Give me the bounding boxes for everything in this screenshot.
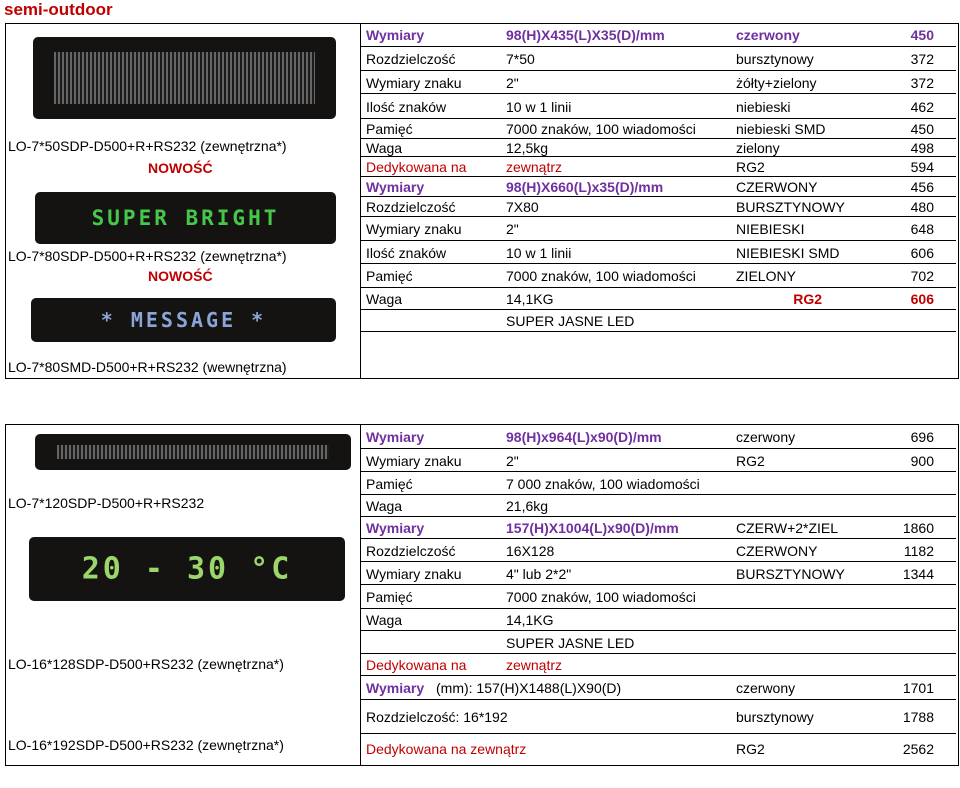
spec-value: 157(H)X1004(L)x90(D)/mm bbox=[506, 520, 679, 536]
spec-value: 16X128 bbox=[506, 542, 555, 559]
color-option: żółty+zielony bbox=[736, 74, 817, 91]
spec-value: 10 w 1 linii bbox=[506, 98, 572, 115]
table-row bbox=[360, 675, 956, 700]
color-option: NIEBIESKI SMD bbox=[736, 244, 840, 261]
spec-value: 12,5kg bbox=[506, 140, 549, 156]
table-row bbox=[360, 494, 956, 517]
spec-value: 10 w 1 linii bbox=[506, 244, 572, 261]
color-option: czerwony bbox=[736, 428, 796, 445]
price: 372 bbox=[910, 51, 934, 67]
table-row bbox=[360, 584, 956, 609]
spec-label: Wymiary bbox=[366, 520, 425, 536]
spec-label: Ilość znaków bbox=[366, 98, 447, 115]
spec-value: 7000 znaków, 100 wiadomości bbox=[506, 268, 696, 284]
spec-label: Waga bbox=[366, 291, 403, 307]
color-option: ZIELONY bbox=[736, 268, 796, 284]
spec-label: Wymiary znaku bbox=[366, 74, 462, 91]
color-option: czerwony bbox=[736, 680, 796, 696]
table-row bbox=[360, 118, 956, 139]
color-option: BURSZTYNOWY bbox=[736, 199, 845, 215]
spec-label: Rozdzielczość bbox=[366, 199, 456, 215]
spec-label: Waga bbox=[366, 498, 403, 514]
spec-value: 2" bbox=[506, 221, 519, 237]
price: 594 bbox=[910, 159, 934, 175]
spec-value: 7X80 bbox=[506, 199, 539, 215]
price: 2562 bbox=[902, 741, 934, 757]
color-option: CZERWONY bbox=[736, 179, 818, 195]
led-panel-image-2 bbox=[35, 192, 336, 244]
table-row bbox=[360, 176, 956, 197]
message-text: * MESSAGE * bbox=[100, 308, 267, 332]
product-label-2: LO-7*80SDP-D500+R+RS232 (zewnętrzna*) bbox=[8, 248, 287, 264]
led-panel-image-1 bbox=[33, 37, 336, 119]
price: 702 bbox=[910, 268, 934, 284]
spec-value: 7000 znaków, 100 wiadomości bbox=[506, 589, 696, 605]
spec-label: Pamięć bbox=[366, 268, 413, 284]
color-option: RG2 bbox=[736, 159, 765, 175]
table-row bbox=[360, 561, 956, 585]
product-label-1: LO-7*50SDP-D500+R+RS232 (zewnętrzna*) bbox=[8, 138, 287, 154]
table-row bbox=[360, 309, 956, 332]
spec-label: Wymiary znaku bbox=[366, 565, 462, 582]
spec-label: Rozdzielczość bbox=[366, 51, 456, 67]
price: 1344 bbox=[902, 565, 934, 582]
table-row bbox=[360, 196, 956, 217]
spec-value: zewnątrz bbox=[506, 159, 563, 175]
led-panel-image-5 bbox=[29, 537, 345, 601]
temperature-text: 20 - 30 °C bbox=[81, 551, 293, 587]
table-row bbox=[360, 240, 956, 264]
spec-label: Pamięć bbox=[366, 121, 413, 137]
spec-value: 98(H)x964(L)x90(D)/mm bbox=[506, 428, 662, 445]
color-option: bursztynowy bbox=[736, 51, 814, 67]
price: 450 bbox=[910, 121, 934, 137]
price: 648 bbox=[910, 221, 934, 237]
spec-label: Dedykowana na bbox=[366, 657, 467, 673]
spec-label: Wymiary bbox=[366, 179, 425, 195]
color-option: NIEBIESKI bbox=[736, 221, 805, 237]
spec-label: Ilość znaków bbox=[366, 244, 447, 261]
price: 1788 bbox=[902, 709, 934, 725]
table-row bbox=[360, 46, 956, 71]
product-label-3: LO-7*80SMD-D500+R+RS232 (wewnętrzna) bbox=[8, 359, 287, 375]
table-row bbox=[360, 93, 956, 119]
spec-label: Rozdzielczość bbox=[366, 542, 456, 559]
price: 1860 bbox=[902, 520, 934, 536]
spec-value: 2" bbox=[506, 74, 519, 91]
color-option: czerwony bbox=[736, 27, 800, 43]
spec-label: Wymiary bbox=[366, 27, 425, 43]
spec-value: 98(H)X660(L)x35(D)/mm bbox=[506, 179, 664, 195]
spec-value: 98(H)X435(L)X35(D)/mm bbox=[506, 27, 665, 43]
color-option: RG2 bbox=[793, 291, 822, 307]
price: 696 bbox=[910, 428, 934, 445]
spec-value: 7*50 bbox=[506, 51, 535, 67]
table-row bbox=[360, 156, 956, 177]
spec-label: Waga bbox=[366, 140, 403, 156]
led-panel-image-3 bbox=[31, 298, 336, 342]
table-row bbox=[360, 425, 956, 448]
color-option: RG2 bbox=[736, 452, 765, 469]
spec-label: Pamięć bbox=[366, 589, 413, 605]
spec-value: SUPER JASNE LED bbox=[506, 313, 635, 329]
color-option: CZERWONY bbox=[736, 542, 818, 559]
table-row bbox=[360, 653, 956, 676]
price: 372 bbox=[910, 74, 934, 91]
table-row bbox=[360, 699, 956, 734]
super-bright-text: SUPER BRIGHT bbox=[91, 206, 280, 230]
price: 1701 bbox=[902, 680, 934, 696]
color-option: niebieski SMD bbox=[736, 121, 826, 137]
table-row bbox=[360, 263, 956, 288]
color-option: CZERW+2*ZIEL bbox=[736, 520, 839, 536]
table-row bbox=[360, 516, 956, 539]
price: 456 bbox=[910, 179, 934, 195]
price: 606 bbox=[910, 244, 934, 261]
table-row bbox=[360, 448, 956, 472]
page-title: semi-outdoor bbox=[4, 0, 113, 19]
price: 900 bbox=[910, 452, 934, 469]
table-row bbox=[360, 287, 956, 310]
product-label-4: LO-7*120SDP-D500+R+RS232 bbox=[8, 495, 205, 511]
spec-value: 4" lub 2*2" bbox=[506, 565, 572, 582]
product-label-6: LO-16*192SDP-D500+RS232 (zewnętrzna*) bbox=[8, 737, 284, 753]
table-row bbox=[360, 331, 956, 354]
spec-value: SUPER JASNE LED bbox=[506, 634, 635, 651]
spec-value: (mm): 157(H)X1488(L)X90(D) bbox=[436, 680, 622, 696]
table-row bbox=[360, 24, 956, 46]
table-row bbox=[360, 70, 956, 94]
price: 462 bbox=[910, 98, 934, 115]
led-panel-image-4 bbox=[35, 434, 351, 470]
color-option: niebieski bbox=[736, 98, 791, 115]
spec-label: Dedykowana na bbox=[366, 159, 467, 175]
price: 480 bbox=[910, 199, 934, 215]
spec-label: Wymiary bbox=[366, 680, 425, 696]
spec-value: 7000 znaków, 100 wiadomości bbox=[506, 121, 696, 137]
table-row bbox=[360, 630, 956, 654]
new-badge-2: NOWOŚĆ bbox=[148, 268, 213, 284]
table-row bbox=[360, 138, 956, 157]
product-label-5: LO-16*128SDP-D500+RS232 (zewnętrzna*) bbox=[8, 656, 284, 672]
new-badge-1: NOWOŚĆ bbox=[148, 160, 213, 176]
color-option: zielony bbox=[736, 140, 780, 156]
table-row bbox=[360, 471, 956, 495]
color-option: BURSZTYNOWY bbox=[736, 565, 845, 582]
price: 450 bbox=[910, 27, 934, 43]
price: 1182 bbox=[903, 542, 934, 559]
table-row bbox=[360, 216, 956, 241]
spec-value: 2" bbox=[506, 452, 519, 469]
spec-label: Waga bbox=[366, 612, 403, 628]
spec-value: zewnątrz bbox=[506, 657, 563, 673]
spec-value: 7 000 znaków, 100 wiadomości bbox=[506, 475, 700, 492]
spec-label: Wymiary znaku bbox=[366, 221, 462, 237]
table-row bbox=[360, 538, 956, 562]
spec-label: Wymiary znaku bbox=[366, 452, 462, 469]
price: 498 bbox=[910, 140, 934, 156]
color-option: bursztynowy bbox=[736, 709, 814, 725]
spec-value: 21,6kg bbox=[506, 498, 549, 514]
spec-label: Wymiary bbox=[366, 428, 425, 445]
table-row bbox=[360, 733, 956, 764]
color-option: RG2 bbox=[736, 741, 765, 757]
spec-label: Rozdzielczość: 16*192 bbox=[366, 709, 508, 725]
price: 606 bbox=[910, 291, 934, 307]
table-row bbox=[360, 608, 956, 631]
spec-value: 14,1KG bbox=[506, 612, 554, 628]
spec-label: Pamięć bbox=[366, 475, 413, 492]
spec-value: 14,1KG bbox=[506, 291, 554, 307]
spec-label: Dedykowana na zewnątrz bbox=[366, 741, 527, 757]
